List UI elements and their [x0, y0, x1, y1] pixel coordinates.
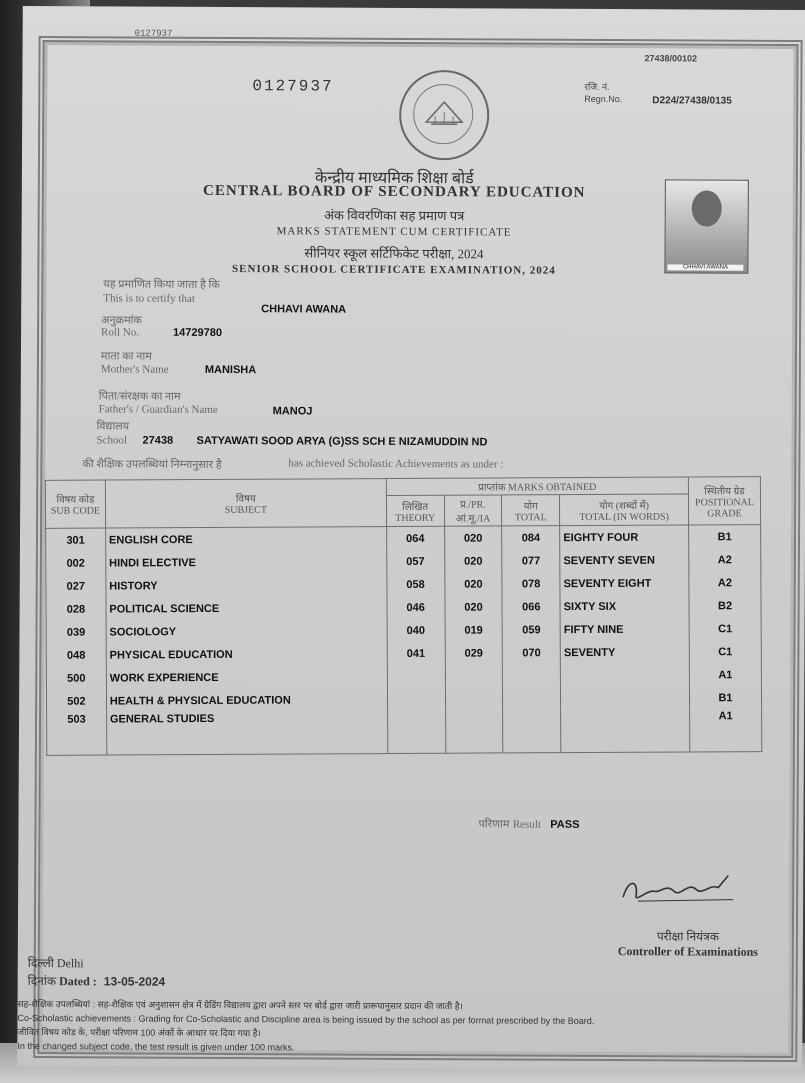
note-en-2: In the changed subject code, the test result is given under 100 marks. [17, 1040, 295, 1053]
col-header-code [45, 480, 105, 528]
subject-name: GENERAL STUDIES [106, 711, 387, 755]
positional-grade: B1 [689, 525, 761, 549]
subject-name: WORK EXPERIENCE [106, 665, 387, 689]
theory-marks [387, 665, 445, 688]
theory-marks: 058 [387, 573, 445, 596]
place-label-hi: दिल्ली [27, 955, 54, 971]
col-header-code-hi: विषय कोड [56, 494, 95, 506]
cbse-logo-icon [399, 70, 489, 160]
col-header-marks [386, 477, 688, 496]
marks-table [45, 476, 762, 756]
issue-date: 13-05-2024 [103, 974, 166, 989]
theory-marks [387, 711, 445, 754]
place-label: Delhi [56, 956, 84, 971]
sub-code: 500 [46, 667, 106, 690]
col-header-code-en: SUB CODE [50, 505, 101, 517]
total-in-words [561, 686, 690, 710]
col-header-pr-en: आं.मू./IA [455, 513, 491, 525]
regn-label [584, 81, 622, 105]
practical-marks [445, 664, 503, 687]
col-header-words-hi: योग (शब्दों में) [599, 500, 649, 512]
theory-marks: 041 [387, 642, 445, 665]
subject-name: HINDI ELECTIVE [106, 550, 387, 574]
total-marks: 078 [502, 572, 560, 595]
col-header-grade-en: POSITIONAL GRADE [694, 496, 754, 519]
date-line [28, 972, 166, 990]
total-marks [503, 710, 561, 753]
top-code: 0127937 [134, 28, 173, 39]
practical-marks [445, 710, 503, 753]
total-marks: 066 [502, 595, 560, 618]
col-header-total-en: TOTAL [514, 511, 547, 523]
positional-grade: B1 [689, 686, 761, 709]
controller-signature [608, 927, 768, 960]
total-marks: 059 [502, 618, 560, 641]
total-in-words [560, 663, 689, 687]
school-code: 27438 [142, 434, 174, 447]
note-en-1: Co-Scholastic achievements : Grading for Co-Scholastic and Discipline area is being issued by the school as per format prescribed by the Board. [17, 1012, 595, 1026]
result-label-hi: परिणाम [478, 818, 510, 831]
result-label: Result [512, 818, 541, 831]
certify-label: This is to certify that [103, 292, 195, 305]
roll-label: Roll No. [101, 326, 140, 339]
total-marks [503, 664, 561, 687]
mother-label: Mother's Name [100, 363, 169, 376]
regn-label-hi: रजि. नं. [584, 81, 610, 93]
achievement-label: has achieved Scholastic Achievements as under : [288, 457, 504, 471]
total-marks: 070 [503, 641, 561, 664]
col-header-grade-hi: स्थितीय ग्रेड [704, 485, 745, 497]
board-name-hindi: केन्द्रीय माध्यमिक शिक्षा बोर्ड [315, 169, 474, 188]
practical-marks: 020 [444, 526, 502, 550]
theory-marks: 046 [387, 596, 445, 619]
dated-label: Dated : [59, 974, 97, 989]
sub-code: 027 [46, 575, 106, 598]
positional-grade: A2 [689, 571, 761, 594]
practical-marks: 020 [445, 595, 503, 618]
practical-marks: 020 [444, 572, 502, 595]
total-marks: 084 [502, 526, 560, 550]
signature-icon [618, 869, 738, 910]
theory-marks: 057 [386, 550, 444, 573]
mother-label-hi: माता का नाम [100, 350, 152, 363]
exam-hindi: सीनियर स्कूल सर्टिफिकेट परीक्षा, 2024 [304, 245, 484, 262]
certificate-title: MARKS STATEMENT CUM CERTIFICATE [276, 225, 512, 239]
subject-name: ENGLISH CORE [105, 527, 386, 552]
subject-name: HEALTH & PHYSICAL EDUCATION [106, 688, 387, 712]
school-label: School [96, 434, 128, 447]
practical-marks: 019 [445, 618, 503, 641]
col-header-words-en: TOTAL (IN WORDS) [579, 511, 669, 523]
positional-grade: A1 [690, 709, 762, 752]
col-header-marks-en: MARKS OBTAINED [507, 481, 597, 494]
col-header-theory-en: THEORY [395, 512, 436, 524]
theory-marks: 064 [386, 526, 444, 550]
theory-marks [387, 688, 445, 711]
certify-label-hi: यह प्रमाणित किया जाता है कि [103, 278, 220, 291]
student-name: CHHAVI AWANA [261, 303, 347, 316]
total-in-words: SEVENTY SEVEN [560, 548, 689, 572]
exam-title: SENIOR SCHOOL CERTIFICATE EXAMINATION, 2024 [232, 263, 556, 277]
serial-number: 0127937 [252, 77, 334, 96]
positional-grade: A2 [689, 548, 761, 571]
col-header-total [502, 495, 560, 526]
subject-name: HISTORY [106, 573, 387, 597]
sub-code: 503 [47, 713, 107, 756]
positional-grade: B2 [689, 594, 761, 617]
col-header-theory [386, 495, 444, 526]
student-face-icon [692, 190, 722, 226]
sub-code: 301 [46, 528, 106, 552]
positional-grade: C1 [689, 617, 761, 640]
practical-marks: 029 [445, 641, 503, 664]
total-in-words [561, 709, 690, 752]
logo-emblem-icon [401, 72, 487, 158]
controller-title: Controller of Examinations [617, 944, 758, 959]
total-in-words: SIXTY SIX [560, 594, 689, 618]
total-in-words: EIGHTY FOUR [560, 525, 689, 549]
regn-number: D224/27438/0135 [652, 95, 732, 107]
subject-name: POLITICAL SCIENCE [106, 596, 387, 620]
roll-label-hi: अनुक्रमांक [101, 314, 143, 327]
marksheet [17, 6, 805, 1070]
regn-label-en: Regn.No. [584, 93, 623, 105]
total-marks [503, 687, 561, 710]
note-hi-1: सह-शैक्षिक उपलब्धियां : सह-शैक्षिक एवं अनुशासन क्षेत्र में ग्रेडिंग विद्यालय द्वारा अपने स्तर पर बोर्ड द्वारा जारी प्रारूपानुसार प्रदान की जाती है। [17, 998, 464, 1012]
col-header-marks-hi: प्राप्तांक [478, 482, 506, 494]
dated-label-hi: दिनांक [27, 973, 57, 989]
achievement-label-hi: की शैक्षिक उपलब्धियां निम्नानुसार है [82, 458, 222, 472]
subject-name: PHYSICAL EDUCATION [106, 642, 387, 666]
total-in-words: FIFTY NINE [560, 617, 689, 641]
positional-grade: A1 [689, 663, 761, 686]
board-name: CENTRAL BOARD OF SECONDARY EDUCATION [203, 182, 586, 201]
school-name: SATYAWATI SOOD ARYA (G)SS SCH E NIZAMUDDIN ND [196, 434, 488, 449]
photo-caption: CHHAVI AWANA [667, 264, 743, 270]
note-hi-2: जीवित विषय कोड के, परीक्षा परिणाम 100 अंकों के आधार पर दिया गया है। [17, 1026, 261, 1039]
table-row [47, 709, 762, 755]
col-header-subject [105, 479, 386, 528]
father-label: Father's / Guardian's Name [98, 403, 218, 416]
col-header-grade [688, 477, 760, 525]
col-header-pr-hi: प्र./PR. [460, 499, 486, 511]
total-in-words: SEVENTY EIGHT [560, 571, 689, 595]
school-label-hi: विद्यालय [96, 420, 130, 433]
sub-code: 028 [46, 598, 106, 621]
title-hindi: अंक विवरणिका सह प्रमाण पत्र [323, 207, 465, 224]
result-line [478, 816, 579, 832]
practical-marks [445, 687, 503, 710]
col-header-subject-en: SUBJECT [224, 504, 267, 516]
total-in-words: SEVENTY [560, 640, 689, 664]
practical-marks: 020 [444, 549, 502, 572]
col-header-theory-hi: लिखित [402, 501, 429, 513]
roll-number: 14729780 [173, 326, 223, 339]
col-header-words [560, 494, 689, 526]
controller-title-hi: परीक्षा नियंत्रक [656, 929, 720, 944]
result-value: PASS [550, 818, 580, 831]
positional-grade: C1 [689, 640, 761, 663]
sub-code: 002 [46, 552, 106, 575]
col-header-subject-hi: विषय [235, 493, 256, 505]
sub-code: 502 [46, 690, 106, 713]
father-name: MANOJ [272, 405, 313, 418]
col-header-total-hi: योग [523, 500, 538, 512]
sub-code: 039 [46, 621, 106, 644]
col-header-practical [444, 495, 502, 526]
student-photo [664, 179, 748, 273]
theory-marks: 040 [387, 619, 445, 642]
mother-name: MANISHA [204, 363, 257, 377]
father-label-hi: पिता/संरक्षक का नाम [98, 390, 181, 403]
total-marks: 077 [502, 549, 560, 572]
top-right-code: 27438/00102 [644, 53, 698, 64]
subject-name: SOCIOLOGY [106, 619, 387, 643]
place-line [28, 954, 84, 971]
sub-code: 048 [46, 644, 106, 667]
